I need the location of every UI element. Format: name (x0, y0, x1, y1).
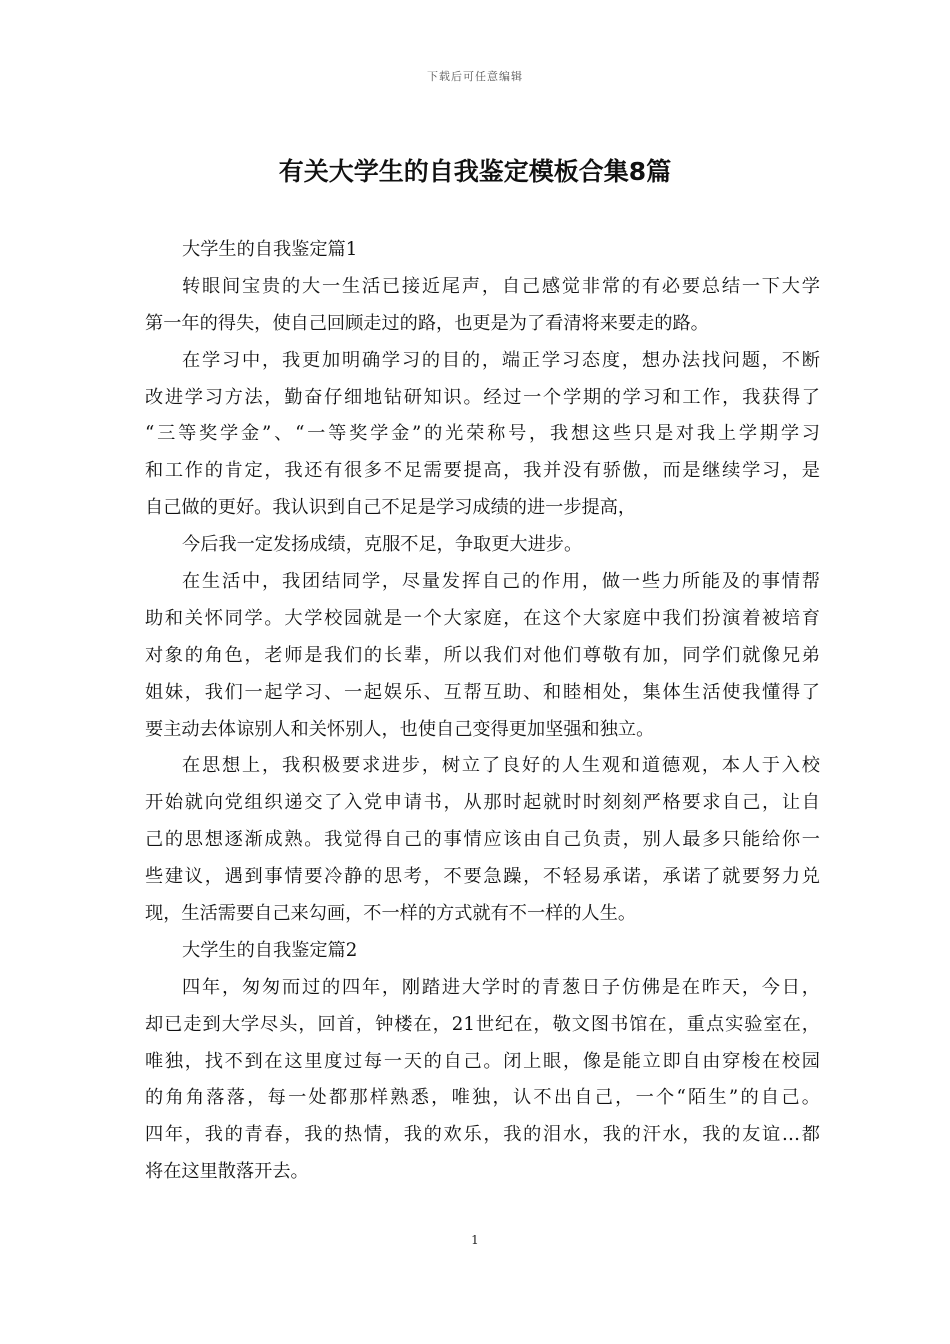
text-line: 姐妹，我们一起学习、一起娱乐、互帮互助、和睦相处，集体生活使我懂得了 (145, 681, 820, 703)
text-line: 大学生的自我鉴定篇2 (182, 939, 358, 961)
text-line: 四年，我的青春，我的热情，我的欢乐，我的泪水，我的汗水，我的友谊…都 (145, 1124, 820, 1146)
text-line: 和工作的肯定，我还有很多不足需要提高，我并没有骄傲，而是继续学习，是 (145, 460, 820, 482)
text-line: “三等奖学金”、“一等奖学金”的光荣称号，我想这些只是对我上学期学习 (145, 423, 820, 445)
text-line: 开始就向党组织递交了入党申请书，从那时起就时时刻刻严格要求自己，让自 (145, 792, 820, 814)
document-title: 有关大学生的自我鉴定模板合集8篇 (278, 157, 672, 186)
text-line: 第一年的得失，使自己回顾走过的路，也更是为了看清将来要走的路。 (145, 312, 709, 334)
text-line: 转眼间宝贵的大一生活已接近尾声，自己感觉非常的有必要总结一下大学 (182, 275, 820, 297)
text-line: 的角角落落，每一处都那样熟悉，唯独，认不出自己，一个“陌生”的自己。 (145, 1087, 820, 1109)
text-line: 四年，匆匆而过的四年，刚踏进大学时的青葱日子仿佛是在昨天，今日， (182, 976, 820, 998)
text-line: 自己做的更好。我认识到自己不足是学习成绩的进一步提高， (145, 497, 637, 519)
text-line: 大学生的自我鉴定篇1 (182, 239, 358, 260)
text-line: 却已走到大学尽头，回首，钟楼在，21世纪在，敬文图书馆在，重点实验室在， (145, 1013, 820, 1035)
text-line: 对象的角色，老师是我们的长辈，所以我们对他们尊敬有加，同学们就像兄弟 (145, 644, 820, 666)
text-line: 改进学习方法，勤奋仔细地钻研知识。经过一个学期的学习和工作，我获得了 (145, 386, 820, 408)
text-line: 唯独，找不到在这里度过每一天的自己。闭上眼，像是能立即自由穿梭在校园 (145, 1050, 820, 1072)
text-line: 要主动去体谅别人和关怀别人，也使自己变得更加坚强和独立。 (145, 718, 655, 740)
text-line: 今后我一定发扬成绩，克服不足，争取更大进步。 (182, 534, 583, 556)
text-line: 将在这里散落开去。 (145, 1161, 309, 1183)
text-line: 己的思想逐渐成熟。我觉得自己的事情应该由自己负责，别人最多只能给你一 (145, 829, 820, 851)
text-line: 在学习中，我更加明确学习的目的，端正学习态度，想办法找问题，不断 (182, 349, 820, 371)
text-line: 助和关怀同学。大学校园就是一个大家庭，在这个大家庭中我们扮演着被培育 (145, 607, 820, 629)
page-number: 1 (471, 1233, 479, 1247)
text-line: 在生活中，我团结同学，尽量发挥自己的作用，做一些力所能及的事情帮 (182, 571, 820, 593)
text-line: 在思想上，我积极要求进步，树立了良好的人生观和道德观，本人于入校 (182, 755, 820, 777)
text-line: 现，生活需要自己来勾画，不一样的方式就有不一样的人生。 (145, 903, 637, 925)
document-body (145, 232, 820, 1191)
page-header: 下载后可任意编辑 (427, 70, 523, 83)
text-line: 些建议，遇到事情要冷静的思考，不要急躁，不轻易承诺，承诺了就要努力兑 (145, 866, 820, 888)
